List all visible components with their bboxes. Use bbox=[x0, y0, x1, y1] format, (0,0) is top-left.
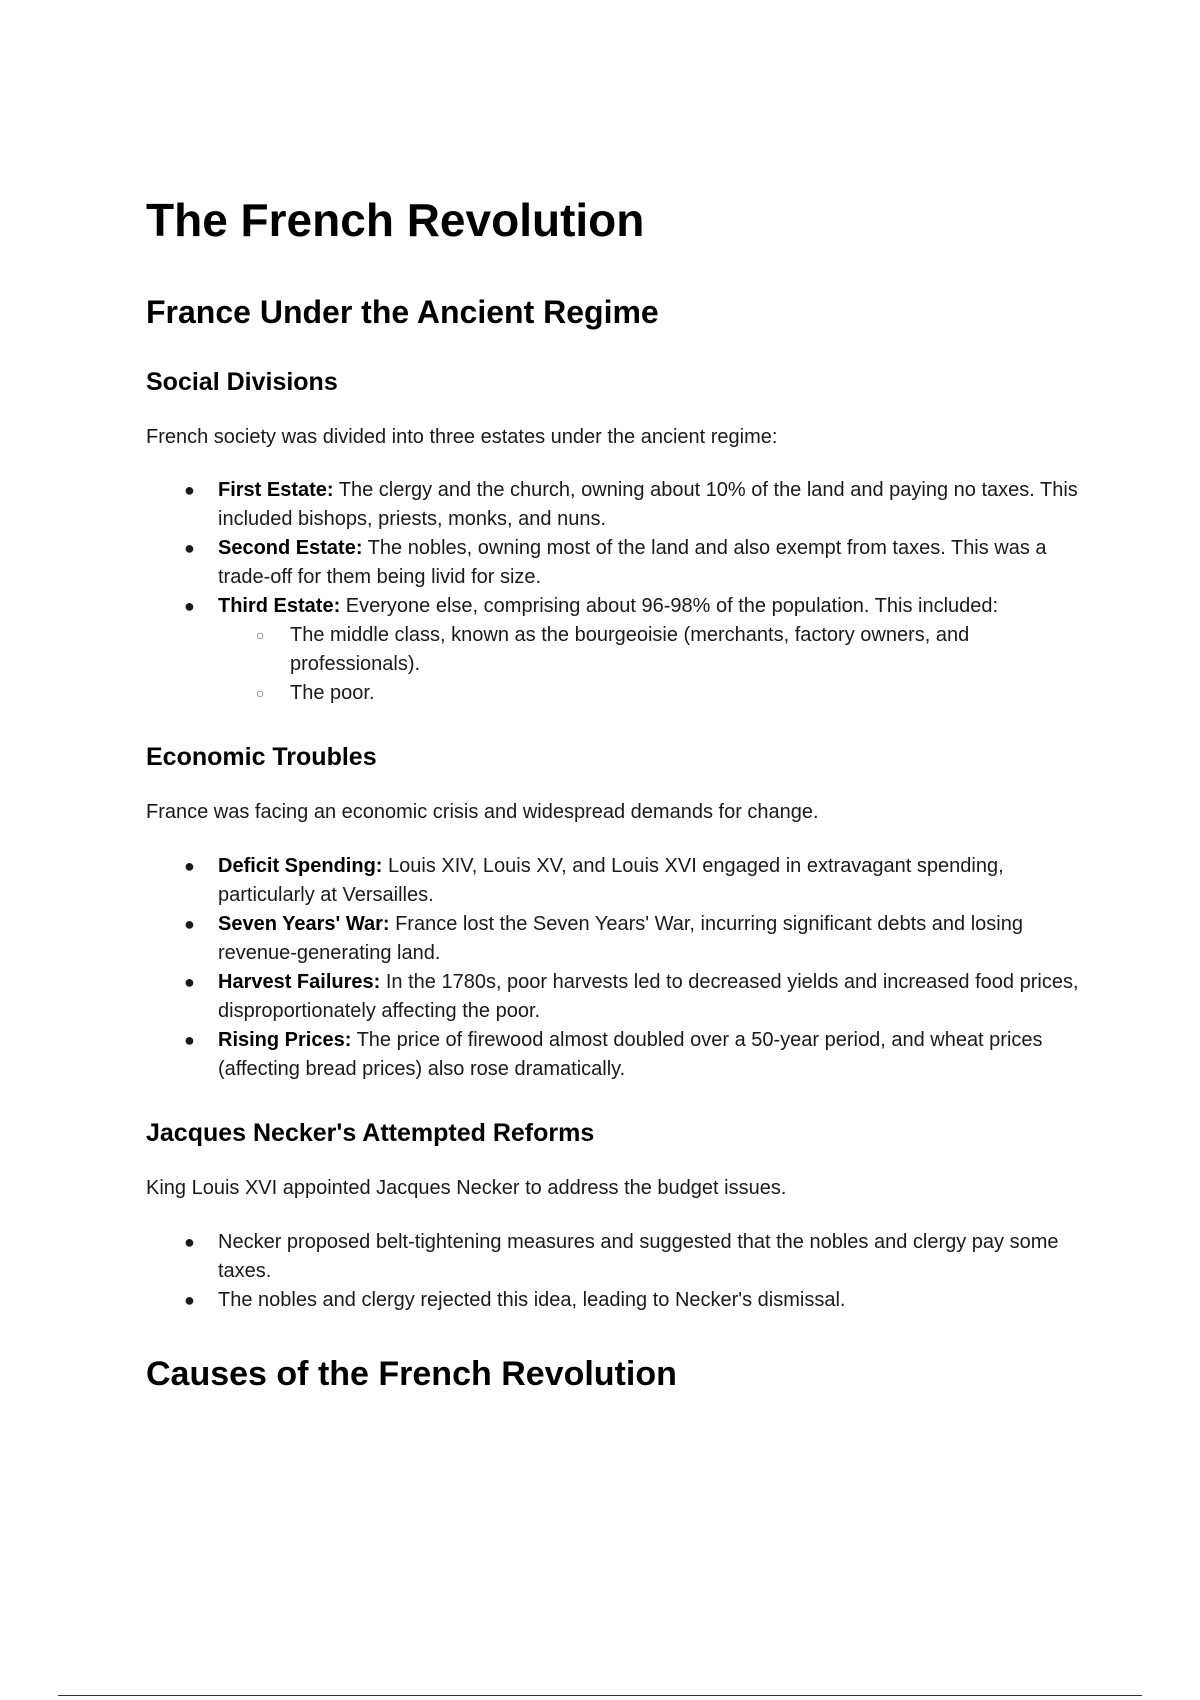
item-label: Harvest Failures: bbox=[218, 971, 381, 993]
sub-list-item bbox=[256, 679, 1088, 708]
social-divisions-intro: French society was divided into three estates under the ancient regime: bbox=[146, 426, 778, 448]
item-label: Rising Prices: bbox=[218, 1029, 352, 1051]
bullet-icon: ● bbox=[184, 538, 195, 558]
list-item bbox=[184, 1026, 1088, 1084]
item-label: First Estate: bbox=[218, 479, 334, 501]
necker-reforms-list bbox=[146, 1228, 1088, 1315]
sub-list-item bbox=[256, 621, 1088, 679]
necker-reforms-intro: King Louis XVI appointed Jacques Necker to address the budget issues. bbox=[146, 1177, 787, 1199]
item-text: The clergy and the church, owning about 10% of the land and paying no taxes. This included bishops, priests, monks, and nuns. bbox=[218, 479, 1078, 530]
bullet-icon: ● bbox=[184, 856, 195, 876]
page-bottom-rule bbox=[58, 1695, 1142, 1696]
sub-item-text: The middle class, known as the bourgeoisie (merchants, factory owners, and professionals). bbox=[290, 624, 970, 675]
bullet-icon: ● bbox=[184, 1232, 195, 1252]
list-item bbox=[184, 1228, 1088, 1286]
bullet-icon: ● bbox=[184, 1030, 195, 1050]
item-text: Louis XIV, Louis XV, and Louis XVI engaged in extravagant spending, particularly at Versailles. bbox=[218, 855, 1004, 906]
list-item bbox=[184, 592, 1088, 708]
item-text: In the 1780s, poor harvests led to decreased yields and increased food prices, disproportionately affecting the poor. bbox=[218, 971, 1079, 1022]
list-item bbox=[184, 910, 1088, 968]
bullet-icon: ● bbox=[184, 1290, 195, 1310]
economic-troubles-intro: France was facing an economic crisis and widespread demands for change. bbox=[146, 801, 819, 823]
item-label: Third Estate: bbox=[218, 595, 341, 617]
hollow-bullet-icon: ○ bbox=[256, 685, 265, 701]
item-text: The price of firewood almost doubled over a 50-year period, and wheat prices (affecting bread prices) also rose dramatically. bbox=[218, 1029, 1043, 1080]
item-label: Second Estate: bbox=[218, 537, 363, 559]
subheading-social-divisions: Social Divisions bbox=[146, 368, 338, 396]
sub-item-text: The poor. bbox=[290, 682, 375, 704]
item-text: France lost the Seven Years' War, incurring significant debts and losing revenue-generating land. bbox=[218, 913, 1023, 964]
section-heading-causes: Causes of the French Revolution bbox=[146, 1355, 677, 1393]
list-item bbox=[184, 1286, 1088, 1315]
item-text: Necker proposed belt-tightening measures and suggested that the nobles and clergy pay some taxes. bbox=[218, 1231, 1059, 1282]
third-estate-sublist bbox=[218, 621, 1088, 708]
subheading-economic-troubles: Economic Troubles bbox=[146, 743, 377, 771]
subheading-necker-reforms: Jacques Necker's Attempted Reforms bbox=[146, 1119, 595, 1147]
bullet-icon: ● bbox=[184, 480, 195, 500]
list-item bbox=[184, 852, 1088, 910]
bullet-icon: ● bbox=[184, 972, 195, 992]
item-text: Everyone else, comprising about 96-98% of the population. This included: bbox=[340, 595, 999, 617]
bullet-icon: ● bbox=[184, 596, 195, 616]
list-item bbox=[184, 476, 1088, 534]
item-text: The nobles and clergy rejected this idea, leading to Necker's dismissal. bbox=[218, 1289, 846, 1311]
hollow-bullet-icon: ○ bbox=[256, 627, 265, 643]
estates-list bbox=[146, 476, 1088, 708]
list-item bbox=[184, 534, 1088, 592]
item-label: Seven Years' War: bbox=[218, 913, 390, 935]
item-label: Deficit Spending: bbox=[218, 855, 383, 877]
economic-troubles-list bbox=[146, 852, 1088, 1084]
list-item bbox=[184, 968, 1088, 1026]
document-title: The French Revolution bbox=[146, 194, 645, 246]
bullet-icon: ● bbox=[184, 914, 195, 934]
item-text: The nobles, owning most of the land and also exempt from taxes. This was a trade-off for them being livid for size. bbox=[218, 537, 1047, 588]
section-heading-ancient-regime: France Under the Ancient Regime bbox=[146, 294, 659, 330]
